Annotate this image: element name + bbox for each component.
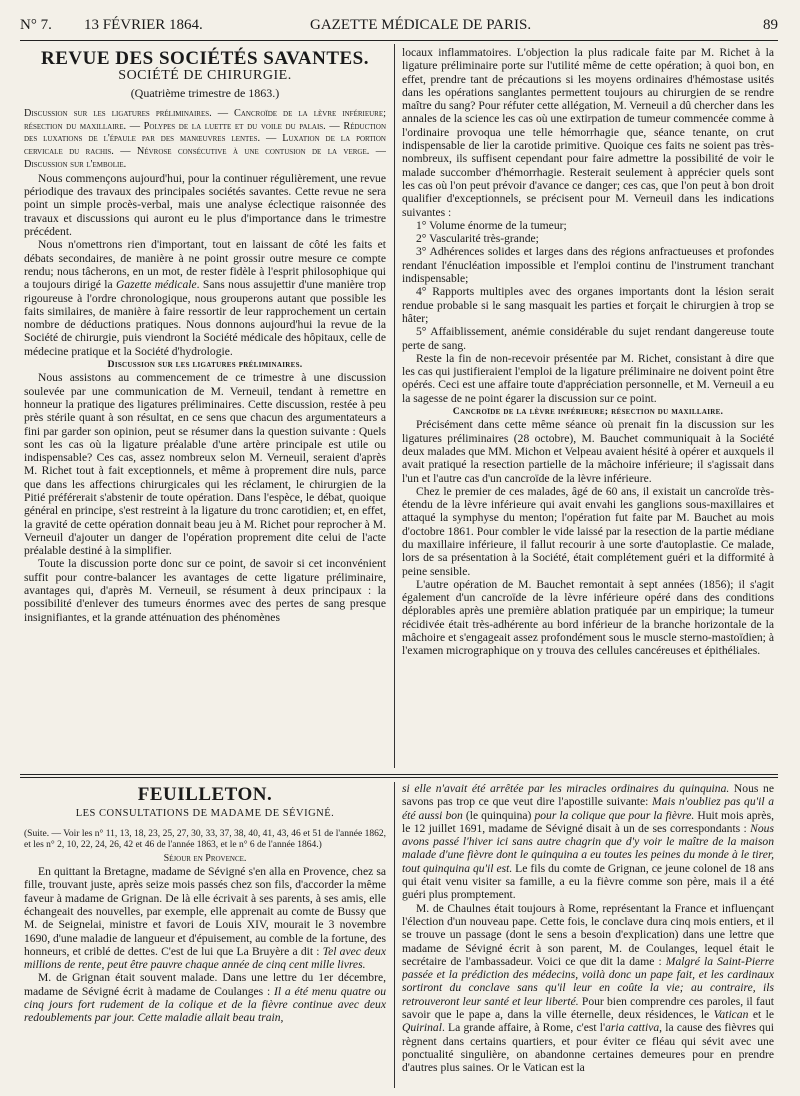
feuilleton-paragraph-2: M. de Grignan était souvent malade. Dans une lettre du 1er décembre, madame de Sévigné écrit à madame de Coulanges : Il a été menu quatre ou cinq jours fort rudement de la colique et de la fièvre continue avec deux redoublements par jour. Cette maladie allait beau train, xyxy=(24,971,386,1025)
society-title: SOCIÉTÉ DE CHIRURGIE. xyxy=(118,68,292,84)
list-item: 4° Rapports multiples avec des organes importants dont la lésion serait rendue probable si le sang masquait les parties et forçait le chirurgien à trop se hâter; xyxy=(402,285,774,325)
issue-number: N° 7. xyxy=(20,17,52,33)
indications-list xyxy=(402,219,774,352)
feuilleton-continuation: si elle n'avait été arrêtée par les miracles ordinaires du quinquina. Nous ne savons pas trop ce que veut dire l'apostille suivante: Mais n'oubliez pas qu'il a été aussi bon (le quinquina) pour la colique que pour la fièvre. Huit mois après, le 12 juillet 1691, madame de Sévigné disait à un de ses correspondants : Nous avons passé l'hiver ici sans autre chagrin que d'y voir le maître de la maison malade d'une fièvre dont le quinquina a eu toutes les peines du monde à le tirer, tout quinquina qu'il est. Le fils du comte de Grignan, ce jeune colonel de 18 ans qui était venu visiter sa famille, a eu la fièvre comme son père, mais il a été guéri plus promptement. xyxy=(402,782,774,902)
journal-title: GAZETTE MÉDICALE DE PARIS. xyxy=(310,17,532,33)
quarter-note: (Quatrième trimestre de 1863.) xyxy=(130,85,280,100)
feuilleton-rule-1 xyxy=(20,774,778,775)
feuilleton-column-right xyxy=(402,782,774,1090)
revue-column-right xyxy=(402,46,774,770)
section-heading-ligatures: Discussion sur les ligatures préliminaires. xyxy=(107,359,303,371)
column-divider-bottom xyxy=(394,782,395,1088)
feuilleton-paragraph-rome: M. de Chaulnes était toujours à Rome, représentant la France et influençant l'élection d'un nouveau pape. Cette fois, le conclave dura cinq mois entiers, et il se trouve un passage (dont le sens a besoin d'explication) dans une lettre que madame de Sévigné écrit à son parent, M. de Coulanges, lequel était le secrétaire de l'ambassadeur. Voici ce que dit la dame : Malgré la Saint-Pierre passée et la prédiction des médecins, voilà donc un pape fait, et les cardinaux sortiront du conclave sans qu'il leur en coûte la vie; au contraire, ils retrouveront leur santé et leur liberté. Pour bien comprendre ces paroles, il faut savoir que le pape a, dans la ville éternelle, deux résidences, le Vatican et le Quirinal. La grande affaire, à Rome, c'est l'aria cattiva, la cause des fièvres qui règnent dans certains quartiers, et pour éviter ce fléau qui sévit avec une ponctualité singulière, on abandonne certaines demeures pour en prendre d'autres plus saines. Or le Vatican est la xyxy=(402,901,774,1075)
cancroide-paragraph-3: L'autre opération de M. Bauchet remontait à sept années (1856); il s'agit également d'un cancroïde de la lèvre inférieure opéré dans des conditions déplorables après une première ablation pratiquée par un empirique; la tumeur récidivée était très-adhérente au bord inférieur de la branche horizontale de la mâchoire et s'engageait assez profondément sous le muscle sterno-mastoïdien; à l'examen micrographique on y trouva des cellules cancéreuses et épithéliales. xyxy=(402,577,774,658)
revue-title: REVUE DES SOCIÉTÉS SAVANTES. xyxy=(41,48,369,69)
list-item: 1° Volume énorme de la tumeur; xyxy=(416,218,567,232)
ligatures-continuation: locaux inflammatoires. L'objection la plus radicale faite par M. Richet à la ligature préliminaire porte sur l'utilité même de cette opération; à quoi bon, en effet, prendre tant de précautions si les moyens ordinaires d'hémostase usités dans les opérations sanglantes permettent toujours au chirurgien de se rendre maître du sang? Pour réfuter cette allégation, M. Verneuil a dû chercher dans les annales de la science les cas où une extirpation de tumeur commencée comme à l'ordinaire provoqua une telle hémorrhagie que, séance tenante, on crut indispensable de lier la carotide primitive. Quoique ces faits ne soient pas très-nombreux, ils suffisent cependant pour faire admettre la possibilité de voir le malade succomber d'hémorrhagie. Resterait seulement à apprécier quels sont les cas où l'on peut prévoir d'avance ce danger; ces cas, que l'on peut à bon droit qualifier d'exceptionnels, se précisent pour M. Verneuil dans les indications suivantes : xyxy=(402,46,774,219)
header-rule xyxy=(20,40,778,41)
feuilleton-paragraph-1: En quittant la Bretagne, madame de Sévigné s'en alla en Provence, chez sa fille, trouvant juste, après seize mois passés chez son fils, d'accorder la même faveur à madame de Grignan. De là elle écrivait à ses parents, à ses amis, elle échangeait des nouvelles, par exemple, elle apprenait au comte de Bussy que M. de Seignelai, ministre et favori de Louis XIV, mourait le 3 novembre 1690, d'une maladie de langueur et d'épuisement, au comble de la fortune, des honneurs, et criblé de dettes. C'est de lui que La Bruyère a dit : Tel avec deux millions de rente, peut être pauvre chaque année de cinq cent mille livres. xyxy=(24,865,386,972)
cancroide-paragraph-2: Chez le premier de ces malades, âgé de 60 ans, il existait un cancroïde très-étendu de la lèvre inférieure qui avait envahi les ganglions sous-maxillaires et attaqué la symphyse du menton; l'opération fut faite par M. Bauchet au mois d'octobre 1861. Pour combler le vide laissé par la resection de la partie médiane du maxillaire inférieure, il fallut recourir à une sorte d'autoplastie. Ce malade, lors de sa présentation à la Société, était complétement guéri et la difformité à peine sensible. xyxy=(402,484,774,578)
ligatures-conclusion: Reste la fin de non-recevoir présentée par M. Richet, consistant à dire que les cas qui justifieraient l'emploi de la ligature préliminaire ne doivent point être opérés. Ceci est une affaire toute d'appréciation personnelle, et M. Verneuil a eu la sagesse de ne point égarer la discussion sur ce point. xyxy=(402,351,774,405)
page-number: 89 xyxy=(763,17,778,33)
feuilleton-title: FEUILLETON. xyxy=(137,784,273,805)
page-header xyxy=(20,17,778,39)
revue-column-left xyxy=(24,46,386,770)
feuilleton-column-left xyxy=(24,782,386,1090)
feuilleton-subtitle: LES CONSULTATIONS DE MADAME DE SÉVIGNÉ. xyxy=(75,808,335,820)
list-item: 2° Vascularité très-grande; xyxy=(416,232,539,246)
intro-paragraph-2: Nous n'omettrons rien d'important, tout en laissant de côté les faits et débats secondaires, de manière à ne point grossir outre mesure ce compte rendu; nous tâcherons, en un mot, de rester fidèle à l'esprit philosophique qui a toujours dirigé la Gazette médicale. Sans nous assujettir d'une manière trop rigoureuse à l'ordre chronologique, nous grouperons autant que possible les faits similaires, de manière à faire ressortir de leur rapprochement un certain nombre de déductions pratiques. Nous donnons aujourd'hui la revue de la Société de chirurgie, puis viendront la Société médicale des hôpitaux, celle de médecine pratique et la Société d'hydrologie. xyxy=(24,238,386,358)
feuilleton-location: Séjour en Provence. xyxy=(163,852,247,864)
feuilleton-rule-2 xyxy=(20,777,778,778)
list-item: 5° Affaiblissement, anémie considérable du sujet rendant dangereuse toute perte de sang. xyxy=(402,325,774,352)
ligatures-paragraph-2: Toute la discussion porte donc sur ce point, de savoir si cet inconvénient suffit pour contre-balancer les avantages de cette ligature préliminaire, avantages qui, d'après M. Verneuil, se résument à deux principaux : la possibilité d'enlever des tumeurs énormes avec des pertes de sang presque insignifiantes, et la grande atténuation des phénomènes xyxy=(24,557,386,624)
cancroide-paragraph-1: Précisément dans cette même séance où prenait fin la discussion sur les ligatures préliminaires (28 octobre), M. Bauchet communiquait à la Société deux malades que MM. Michon et Velpeau avaient hésité à opérer et auxquels il avait pratiqué la resection partielle de la mâchoire inférieure; il s'agissait dans l'un et l'autre cas d'un cancroïde de la lèvre inférieure. xyxy=(402,418,774,485)
revue-summary: Discussion sur les ligatures préliminaires. — Cancroïde de la lèvre inférieure; résection du maxillaire. — Polypes de la luette et du voile du palais. — Réduction des luxations de l'épaule par des manœuvres lentes. — Luxation de la portion cervicale du rachis. — Névrose consécutive à une contusion de la verge. — Discussion sur l'embolie. xyxy=(24,107,386,171)
ligatures-paragraph-1: Nous assistons au commencement de ce trimestre à une discussion soulevée par une communication de M. Verneuil, tendant à remettre en honneur la pratique des ligatures préliminaires. Cette discussion, restée à peu près stérile quant à son résultat, en ce sens que chacun des argumentateurs a fini par garder son opinion, peut se résumer dans la question suivante : Quels sont les cas où la ligature préalable d'une artère principale est utile ou indispensable? Ces cas, assez nombreux selon M. Verneuil, seraient d'après M. Richet tout à fait exceptionnels, et même à proprement dire nuls, parce que dans les affections chirurgicales qui les réclament, le chirurgien de la Pitié préférerait s'abstenir de toute opération. Dans l'espèce, le débat, quoique général en principe, s'est restreint à la ligature du tronc carotidien; et, en effet, la gravité de cette opération donnait beau jeu à M. Richet pour reprocher à M. Verneuil d'ajouter un danger de l'opération proprement dite celui de l'acte préalable destiné à la simplifier. xyxy=(24,371,386,558)
section-heading-cancroide: Cancroïde de la lèvre inférieure; résection du maxillaire. xyxy=(452,406,724,418)
intro-paragraph-1: Nous commençons aujourd'hui, pour la continuer régulièrement, une revue périodique des travaux des principales sociétés savantes. Cette revue ne sera point un simple procès-verbal, mais une analyse éclectique raisonnée des travaux et discussions qui auront eu le plus d'importance dans le trimestre précédent. xyxy=(24,171,386,239)
list-item: 3° Adhérences solides et larges dans des régions anfractueuses et profondes rendant l'énucléation impossible et l'emploi continu de l'instrument tranchant indispensable; xyxy=(402,245,774,286)
column-divider-top xyxy=(394,44,395,768)
issue-date: 13 FÉVRIER 1864. xyxy=(84,17,203,33)
feuilleton-series-note: (Suite. — Voir les n° 11, 13, 18, 23, 25, 27, 30, 33, 37, 38, 40, 41, 43, 46 et 51 de l'année 1862, et les n° 2, 10, 22, 24, 26, 42 et 46 de l'année 1863, et le n° 6 de l'année 1864.) xyxy=(24,828,386,851)
